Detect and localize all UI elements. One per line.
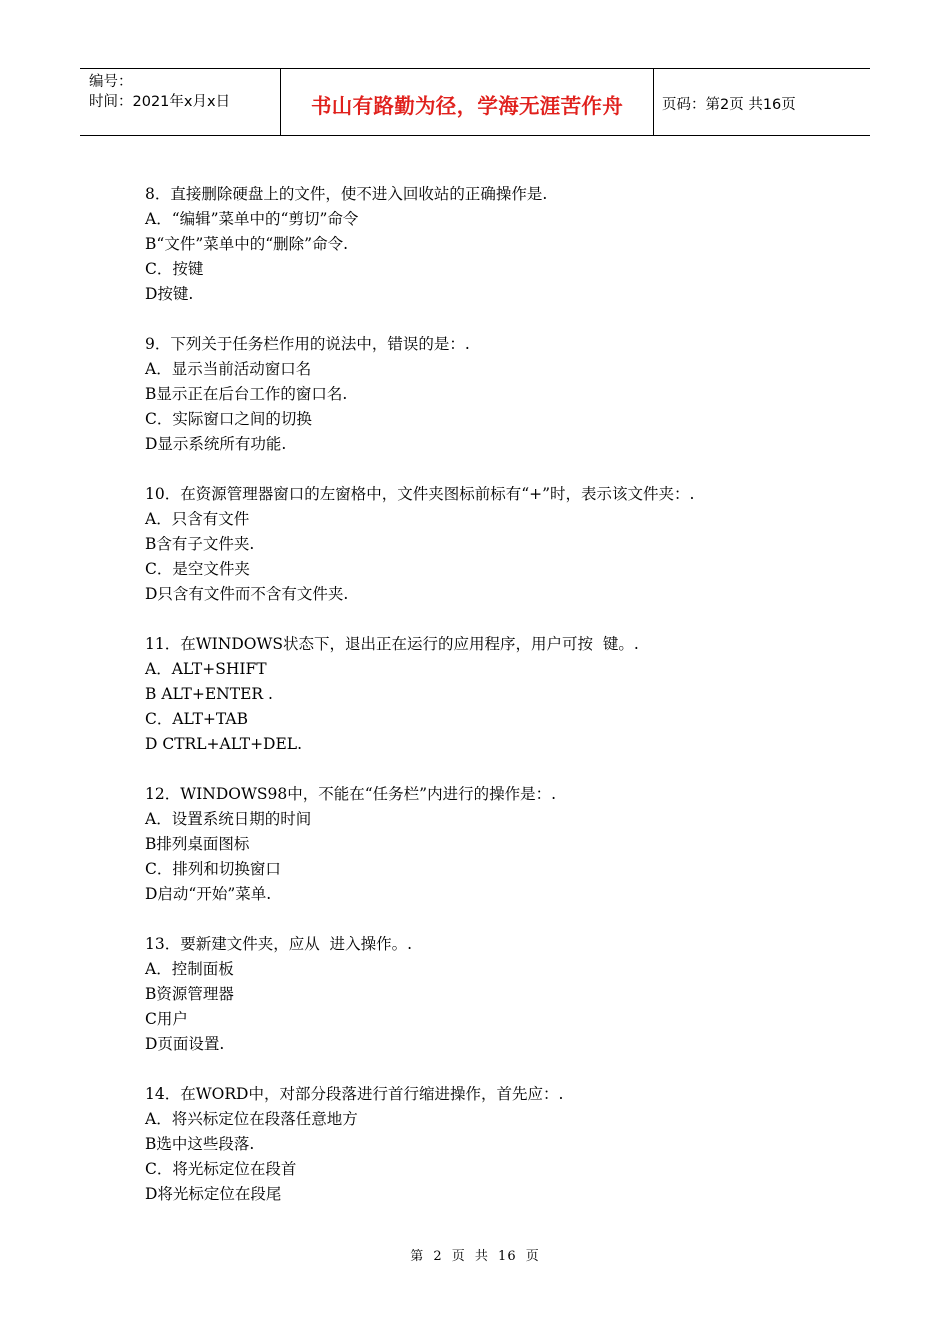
question-option: A．控制面板 <box>145 960 234 978</box>
time-label: 时间：2021年x月x日 <box>89 94 231 110</box>
question-option: D页面设置. <box>145 1035 225 1053</box>
question-option: A．将兴标定位在段落任意地方 <box>145 1110 358 1128</box>
question-option: B选中这些段落. <box>145 1135 255 1153</box>
question-option: A．设置系统日期的时间 <box>145 810 312 828</box>
question-option: C．将光标定位在段首 <box>145 1160 297 1178</box>
question-item <box>145 632 845 757</box>
question-option: A．ALT+SHIFT <box>145 660 267 678</box>
question-option: D只含有文件而不含有文件夹. <box>145 585 349 603</box>
header-page-cell <box>654 69 870 135</box>
page-footer: 第 2 页 共 16 页 <box>410 1249 540 1264</box>
question-list <box>145 182 845 1232</box>
document-header <box>80 68 870 136</box>
question-option: B显示正在后台工作的窗口名. <box>145 385 348 403</box>
header-meta-cell <box>80 69 281 135</box>
question-stem: 10．在资源管理器窗口的左窗格中，文件夹图标前标有“+”时，表示该文件夹：. <box>145 485 695 503</box>
question-stem: 11．在WINDOWS状态下，退出正在运行的应用程序，用户可按 键。. <box>145 635 639 653</box>
question-option: D CTRL+ALT+DEL. <box>145 735 303 753</box>
question-option: B排列桌面图标 <box>145 835 250 853</box>
question-stem: 13．要新建文件夹，应从 进入操作。. <box>145 935 413 953</box>
question-stem: 12．WINDOWS98中，不能在“任务栏”内进行的操作是：. <box>145 785 557 803</box>
question-option: D显示系统所有功能. <box>145 435 287 453</box>
question-option: B ALT+ENTER . <box>145 685 273 703</box>
question-stem: 9．下列关于任务栏作用的说法中，错误的是：. <box>145 335 470 353</box>
question-option: A．“编辑”菜单中的“剪切”命令 <box>145 210 359 228</box>
question-option: C．ALT+TAB <box>145 710 248 728</box>
question-option: C．是空文件夹 <box>145 560 250 578</box>
question-option: B“文件”菜单中的“删除”命令. <box>145 235 349 253</box>
question-option: B含有子文件夹. <box>145 535 255 553</box>
question-option: B资源管理器 <box>145 985 234 1003</box>
question-option: C用户 <box>145 1010 188 1028</box>
question-stem: 14．在WORD中，对部分段落进行首行缩进操作，首先应：. <box>145 1085 564 1103</box>
question-option: D启动“开始”菜单. <box>145 885 272 903</box>
question-item <box>145 332 845 457</box>
question-item <box>145 782 845 907</box>
question-option: D将光标定位在段尾 <box>145 1185 282 1203</box>
question-option: C．按键 <box>145 260 204 278</box>
question-option: C．实际窗口之间的切换 <box>145 410 312 428</box>
question-option: A．显示当前活动窗口名 <box>145 360 312 378</box>
motto-text: 书山有路勤为径，学海无涯苦作舟 <box>311 94 623 118</box>
question-option: C．排列和切换窗口 <box>145 860 281 878</box>
question-option: D按键. <box>145 285 194 303</box>
question-item <box>145 1082 845 1207</box>
header-motto-cell <box>281 69 654 135</box>
question-item <box>145 932 845 1057</box>
question-stem: 8．直接删除硬盘上的文件，使不进入回收站的正确操作是. <box>145 185 548 203</box>
page-info: 页码：第2页 共16页 <box>662 96 796 113</box>
question-item <box>145 182 845 307</box>
question-item <box>145 482 845 607</box>
question-option: A．只含有文件 <box>145 510 250 528</box>
code-label: 编号： <box>89 74 133 90</box>
